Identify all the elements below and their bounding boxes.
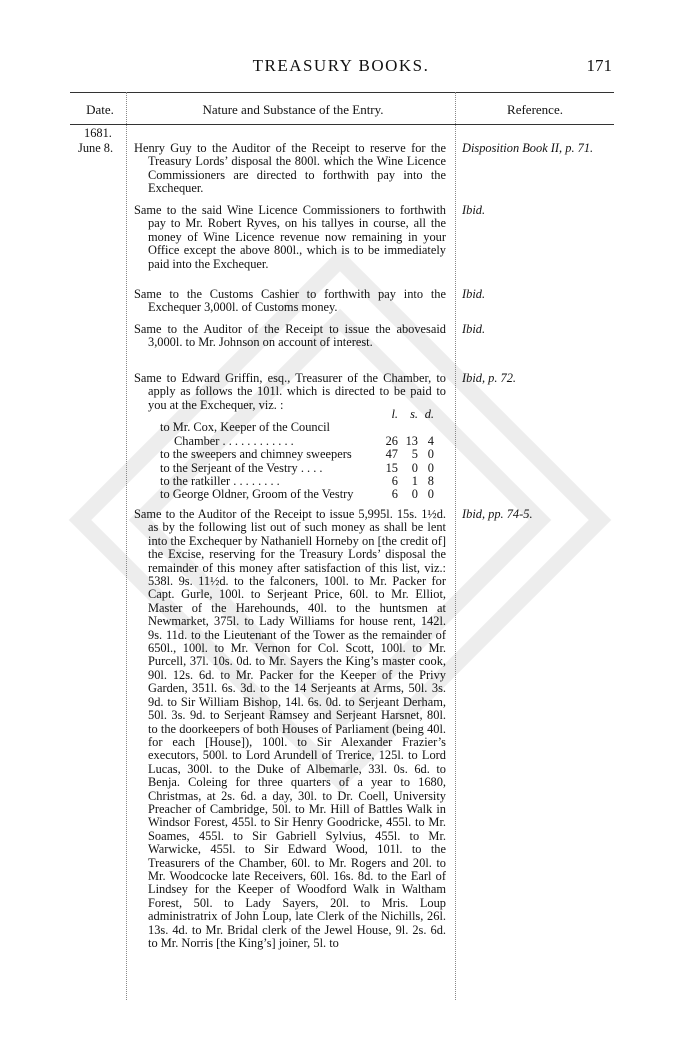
item-pounds: 26	[385, 433, 398, 448]
running-title: TREASURY BOOKS.	[252, 56, 430, 75]
item-text: to the Serjeant of the Vestry . . . .	[160, 460, 323, 475]
entry-text: Same to the Customs Cashier to forthwith pay into the Exchequer 3,000l. of Customs money.	[134, 287, 446, 315]
column-header-nature: Nature and Substance of the Entry.	[202, 102, 384, 117]
payment-items-table	[160, 408, 450, 502]
reference-text: Ibid.	[462, 203, 486, 217]
entry-5	[134, 372, 446, 412]
payment-item	[160, 448, 450, 461]
entry-6	[134, 508, 446, 950]
column-header-reference: Reference.	[507, 102, 563, 117]
item-shillings: 5	[411, 447, 418, 462]
reference-text: Ibid.	[462, 322, 486, 336]
item-shillings: 0	[411, 460, 418, 475]
item-pence: 8	[427, 473, 434, 488]
reference-text: Ibid, p. 72.	[462, 371, 517, 385]
header-top-rule	[70, 92, 614, 93]
column-divider-right	[455, 92, 456, 1000]
item-pounds: 47	[385, 447, 398, 462]
reference-text: Disposition Book II, p. 71.	[462, 141, 594, 155]
entry-3	[134, 288, 446, 315]
item-shillings: 0	[411, 487, 418, 502]
column-divider-left	[126, 92, 127, 1000]
item-pounds: 15	[385, 460, 398, 475]
lsd-header-row	[160, 408, 450, 421]
shillings-header: s.	[410, 407, 418, 421]
column-header-date: Date.	[86, 102, 114, 117]
item-pounds: 6	[391, 473, 398, 488]
page-header	[70, 56, 612, 78]
entry-date: June 8.	[78, 141, 114, 155]
reference-1	[462, 142, 622, 155]
item-pence: 4	[427, 433, 434, 448]
reference-6	[462, 508, 622, 521]
entry-year: 1681.	[84, 126, 112, 140]
payment-item	[160, 475, 450, 488]
pence-header: d.	[424, 407, 434, 421]
item-text: to the sweepers and chimney sweepers	[160, 447, 352, 462]
payment-item	[160, 488, 450, 501]
reference-3	[462, 288, 622, 301]
item-text: to Mr. Cox, Keeper of the Council	[160, 420, 330, 435]
item-shillings: 13	[405, 433, 418, 448]
reference-text: Ibid.	[462, 287, 486, 301]
pounds-header: l.	[391, 407, 398, 421]
reference-text: Ibid, pp. 74-5.	[462, 507, 533, 521]
entry-4	[134, 323, 446, 350]
item-text: to the ratkiller . . . . . . . .	[160, 473, 280, 488]
entry-text: Henry Guy to the Auditor of the Receipt to reserve for the Treasury Lords’ disposal the 800l. which the Wine Licence Commissioners are directed to forthwith pay into the Exchequer.	[134, 141, 446, 196]
header-bottom-rule	[70, 124, 614, 125]
entry-text: Same to the Auditor of the Receipt to issue 5,995l. 15s. 1½d. as by the following list out of such money as shall be lent into the Exchequer by Nathaniell Horneby on [the credit of] the Excise, reserving for the Treasury Lords’ disposal the remainder of this money after satisfaction of this list, viz.: 538l. 9s. 11½d. to the falconers, 100l. to Mr. Packer for Capt. Gurle, 100l. to Serjeant Price, 60l. to Mr. Elliot, Master of the Harehounds, 40l. to the huntsmen at Newmarket, 375l. to Lady Williams for house rent, 142l. 9s. 11d. to the Lieutenant of the Tower as the remainder of 650l., 100l. to Mr. Vernon for Col. Scott, 100l. to Mr. Purcell, 37l. 10s. 0d. to Mr. Sayers the King’s master cook, 90l. 12s. 6d. to Mr. Packer for the Keeper of the Privy Garden, 351l. 6s. 3d. to the 14 Serjeants at Arms, 50l. 3s. 9d. to Sir William Bishop, 14l. 6s. 0d. to Serjeant Derham, 50l. 3s. 9d. to Serjeant Ramsey and Serjeant Harsnet, 80l. to the doorkeepers of both Houses of Parliament (being 40l. for each [House]), 100l. to Sir Alexander Frazier’s executors, 500l. to Lord Arundell of Trerice, 125l. to Lord Lucas, 300l. to the Duke of Albemarle, 33l. 0s. 6d. to Benja. Coleing for three quarters of a year to 1680, Christmas, at 2s. 6d. a day, 30l. to Dr. Coell, University Preacher of Cambridge, 50l. to Mr. Hill of Battles Walk in Windsor Forest, 455l. to Sir Henry Goodricke, 455l. to Mr. Soames, 455l. to Sir Gabriell Sylvius, 455l. to Mr. Warwicke, 455l. to Sir Edward Wood, 101l. to the Treasurers of the Chamber, 60l. to Mr. Rogers and 20l. to Mr. Woodcocke late Receivers, 60l. 16s. 8d. to the Earl of Lindsey for the Keeper of Woodford Walk in Waltham Forest, 50l. to Lady Sayers, 20l. to Mris. Loup administratrix of John Loup, late Clerk of the Nichills, 26l. 13s. 4d. to Mr. Bridal clerk of the Jewel House, 9l. 2s. 6d. to Mr. Norris [the King’s] joiner, 5l. to	[134, 507, 446, 950]
item-pounds: 6	[391, 487, 398, 502]
payment-item	[160, 435, 450, 448]
payment-item	[160, 421, 450, 434]
entry-2	[134, 204, 446, 271]
entry-text: Same to the Auditor of the Receipt to issue the abovesaid 3,000l. to Mr. Johnson on account of interest.	[134, 322, 446, 350]
item-pence: 0	[427, 460, 434, 475]
item-pence: 0	[427, 447, 434, 462]
entry-text: Same to Edward Griffin, esq., Treasurer of the Chamber, to apply as follows the 101l. which is directed to be paid to you at the Exchequer, viz. :	[134, 371, 446, 412]
item-text: to George Oldner, Groom of the Vestry	[160, 487, 354, 502]
reference-2	[462, 204, 622, 217]
item-pence: 0	[427, 487, 434, 502]
reference-5	[462, 372, 622, 385]
entry-1	[134, 142, 446, 196]
payment-item	[160, 462, 450, 475]
item-shillings: 1	[411, 473, 418, 488]
page-number: 171	[586, 56, 612, 75]
item-text: Chamber . . . . . . . . . . . .	[174, 433, 294, 448]
reference-4	[462, 323, 622, 336]
entry-text: Same to the said Wine Licence Commissioners to forthwith pay to Mr. Robert Ryves, on his tallyes in course, all the money of Wine Licence revenue now remaining in your Office except the above 800l., which is to be immediately paid into the Exchequer.	[134, 203, 446, 271]
